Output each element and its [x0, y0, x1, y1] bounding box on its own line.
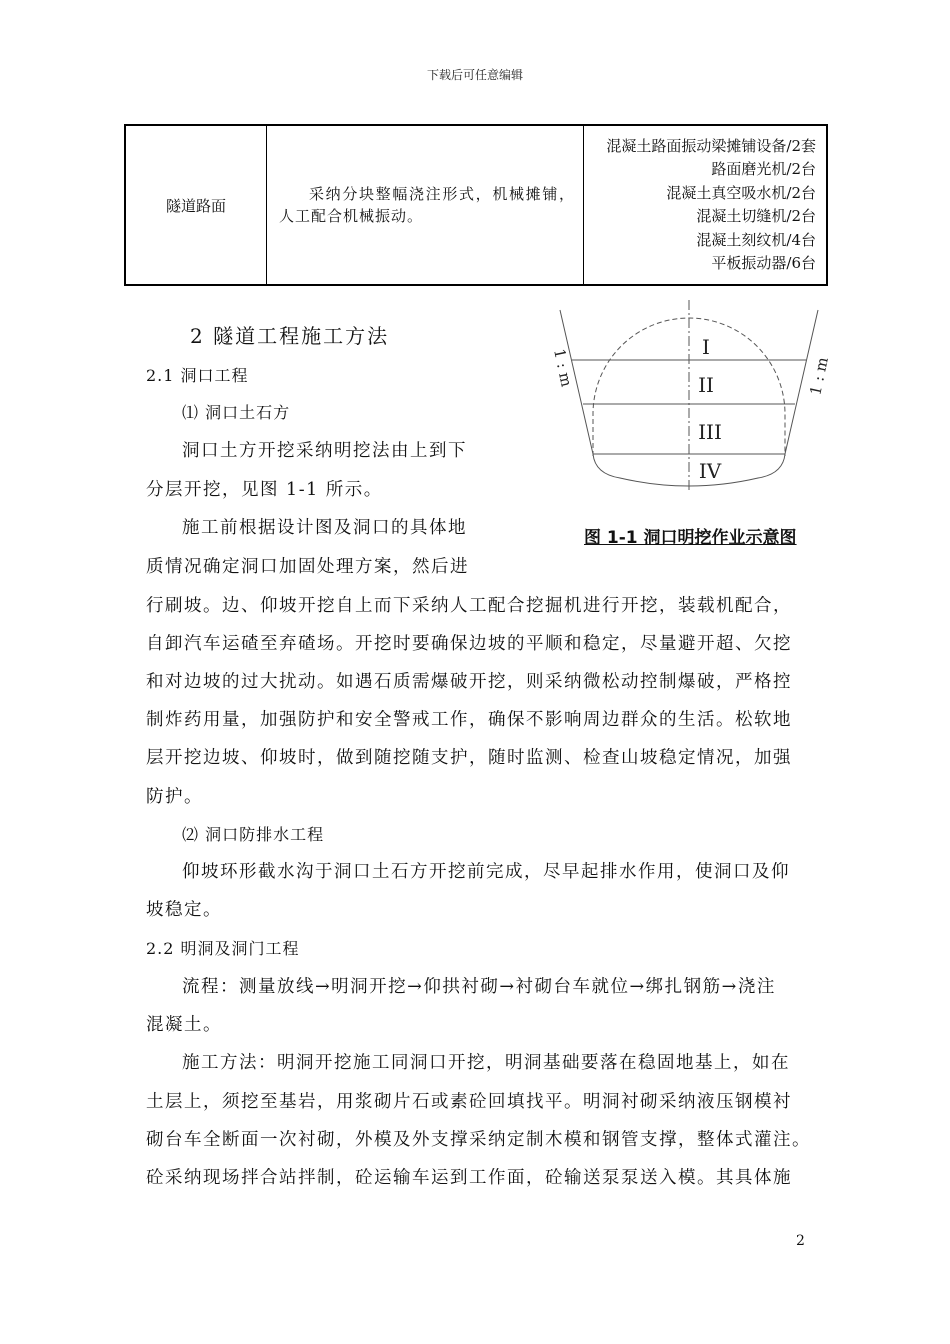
paragraph-line: 分层开挖，见图 1-1 所示。 — [146, 480, 383, 500]
paragraph-line: 层开挖边坡、仰坡时，做到随挖随支护，随时监测、检查山坡稳定情况，加强 — [146, 748, 792, 768]
paragraph-line: 防护。 — [146, 787, 203, 807]
slope-ratio-left: 1 : m — [550, 347, 576, 389]
method-cell — [267, 125, 584, 285]
table-row — [125, 125, 827, 285]
header-note: 下载后可任意编辑 — [426, 68, 523, 82]
paragraph-line: 施工方法：明洞开挖施工同洞口开挖，明洞基础要落在稳固地基上，如在 — [182, 1053, 790, 1073]
item-heading: ⑴ 洞口土石方 — [182, 403, 291, 422]
paragraph-line: 流程：测量放线→明洞开挖→仰拱衬砌→衬砌台车就位→绑扎钢筋→浇注 — [182, 977, 776, 997]
paragraph-line: 砼采纳现场拌合站拌制，砼运输车运到工作面，砼输送泵泵送入模。其具体施 — [146, 1168, 792, 1188]
equipment-item: 平板振动器/6台 — [711, 254, 816, 272]
equipment-item: 混凝土路面振动梁摊铺设备/2套 — [606, 136, 816, 155]
paragraph-line: 仰坡环形截水沟于洞口土石方开挖前完成，尽早起排水作用，使洞口及仰 — [182, 862, 790, 882]
portal-excavation-diagram — [540, 296, 840, 501]
equipment-item: 混凝土真空吸水机/2台 — [666, 183, 816, 202]
paragraph-line: 制炸药用量，加强防护和安全警戒工作，确保不影响周边群众的生活。松软地 — [146, 710, 792, 730]
zone-label: II — [698, 373, 714, 397]
subsection-heading: 2.1 洞口工程 — [146, 366, 249, 385]
equipment-item: 混凝土切缝机/2台 — [696, 207, 816, 225]
equipment-item: 路面磨光机/2台 — [711, 160, 816, 178]
equipment-cell — [584, 125, 828, 285]
section-title: 2 隧道工程施工方法 — [190, 324, 390, 348]
equipment-item: 混凝土刻纹机/4台 — [696, 230, 816, 249]
item-heading: ⑵ 洞口防排水工程 — [182, 825, 325, 844]
zone-label: III — [698, 420, 722, 444]
paragraph-line: 施工前根据设计图及洞口的具体地 — [182, 518, 467, 538]
paragraph-line: 混凝土。 — [146, 1015, 222, 1035]
construction-method-table — [124, 124, 828, 286]
item-cell: 隧道路面 — [125, 125, 267, 285]
paragraph-line: 自卸汽车运碴至弃碴场。开挖时要确保边坡的平顺和稳定，尽量避开超、欠挖 — [146, 634, 792, 654]
paragraph-line: 坡稳定。 — [146, 900, 222, 920]
paragraph-line: 砌台车全断面一次衬砌，外模及外支撑采纳定制木模和钢管支撑，整体式灌注。 — [146, 1130, 811, 1150]
zone-label: I — [702, 335, 710, 359]
paragraph-line: 质情况确定洞口加固处理方案，然后进 — [146, 557, 469, 577]
paragraph-line: 土层上，须挖至基岩，用浆砌片石或素砼回填找平。明洞衬砌采纳液压钢模衬 — [146, 1092, 792, 1112]
paragraph-line: 和对边坡的过大扰动。如遇石质需爆破开挖，则采纳微松动控制爆破，严格控 — [146, 672, 792, 692]
slope-ratio-right: 1 : m — [806, 355, 832, 397]
paragraph-line: 洞口土方开挖采纳明挖法由上到下 — [182, 441, 467, 461]
subsection-heading: 2.2 明洞及洞门工程 — [146, 939, 300, 958]
paragraph-line: 行刷坡。边、仰坡开挖自上而下采纳人工配合挖掘机进行开挖，装载机配合， — [146, 596, 792, 616]
method-text: 采纳分块整幅浇注形式，机械摊铺，人工配合机械振动。 — [279, 185, 575, 225]
figure-caption: 图 1-1 洞口明挖作业示意图 — [584, 528, 797, 548]
zone-label: IV — [698, 459, 722, 483]
page-number: 2 — [796, 1233, 805, 1249]
